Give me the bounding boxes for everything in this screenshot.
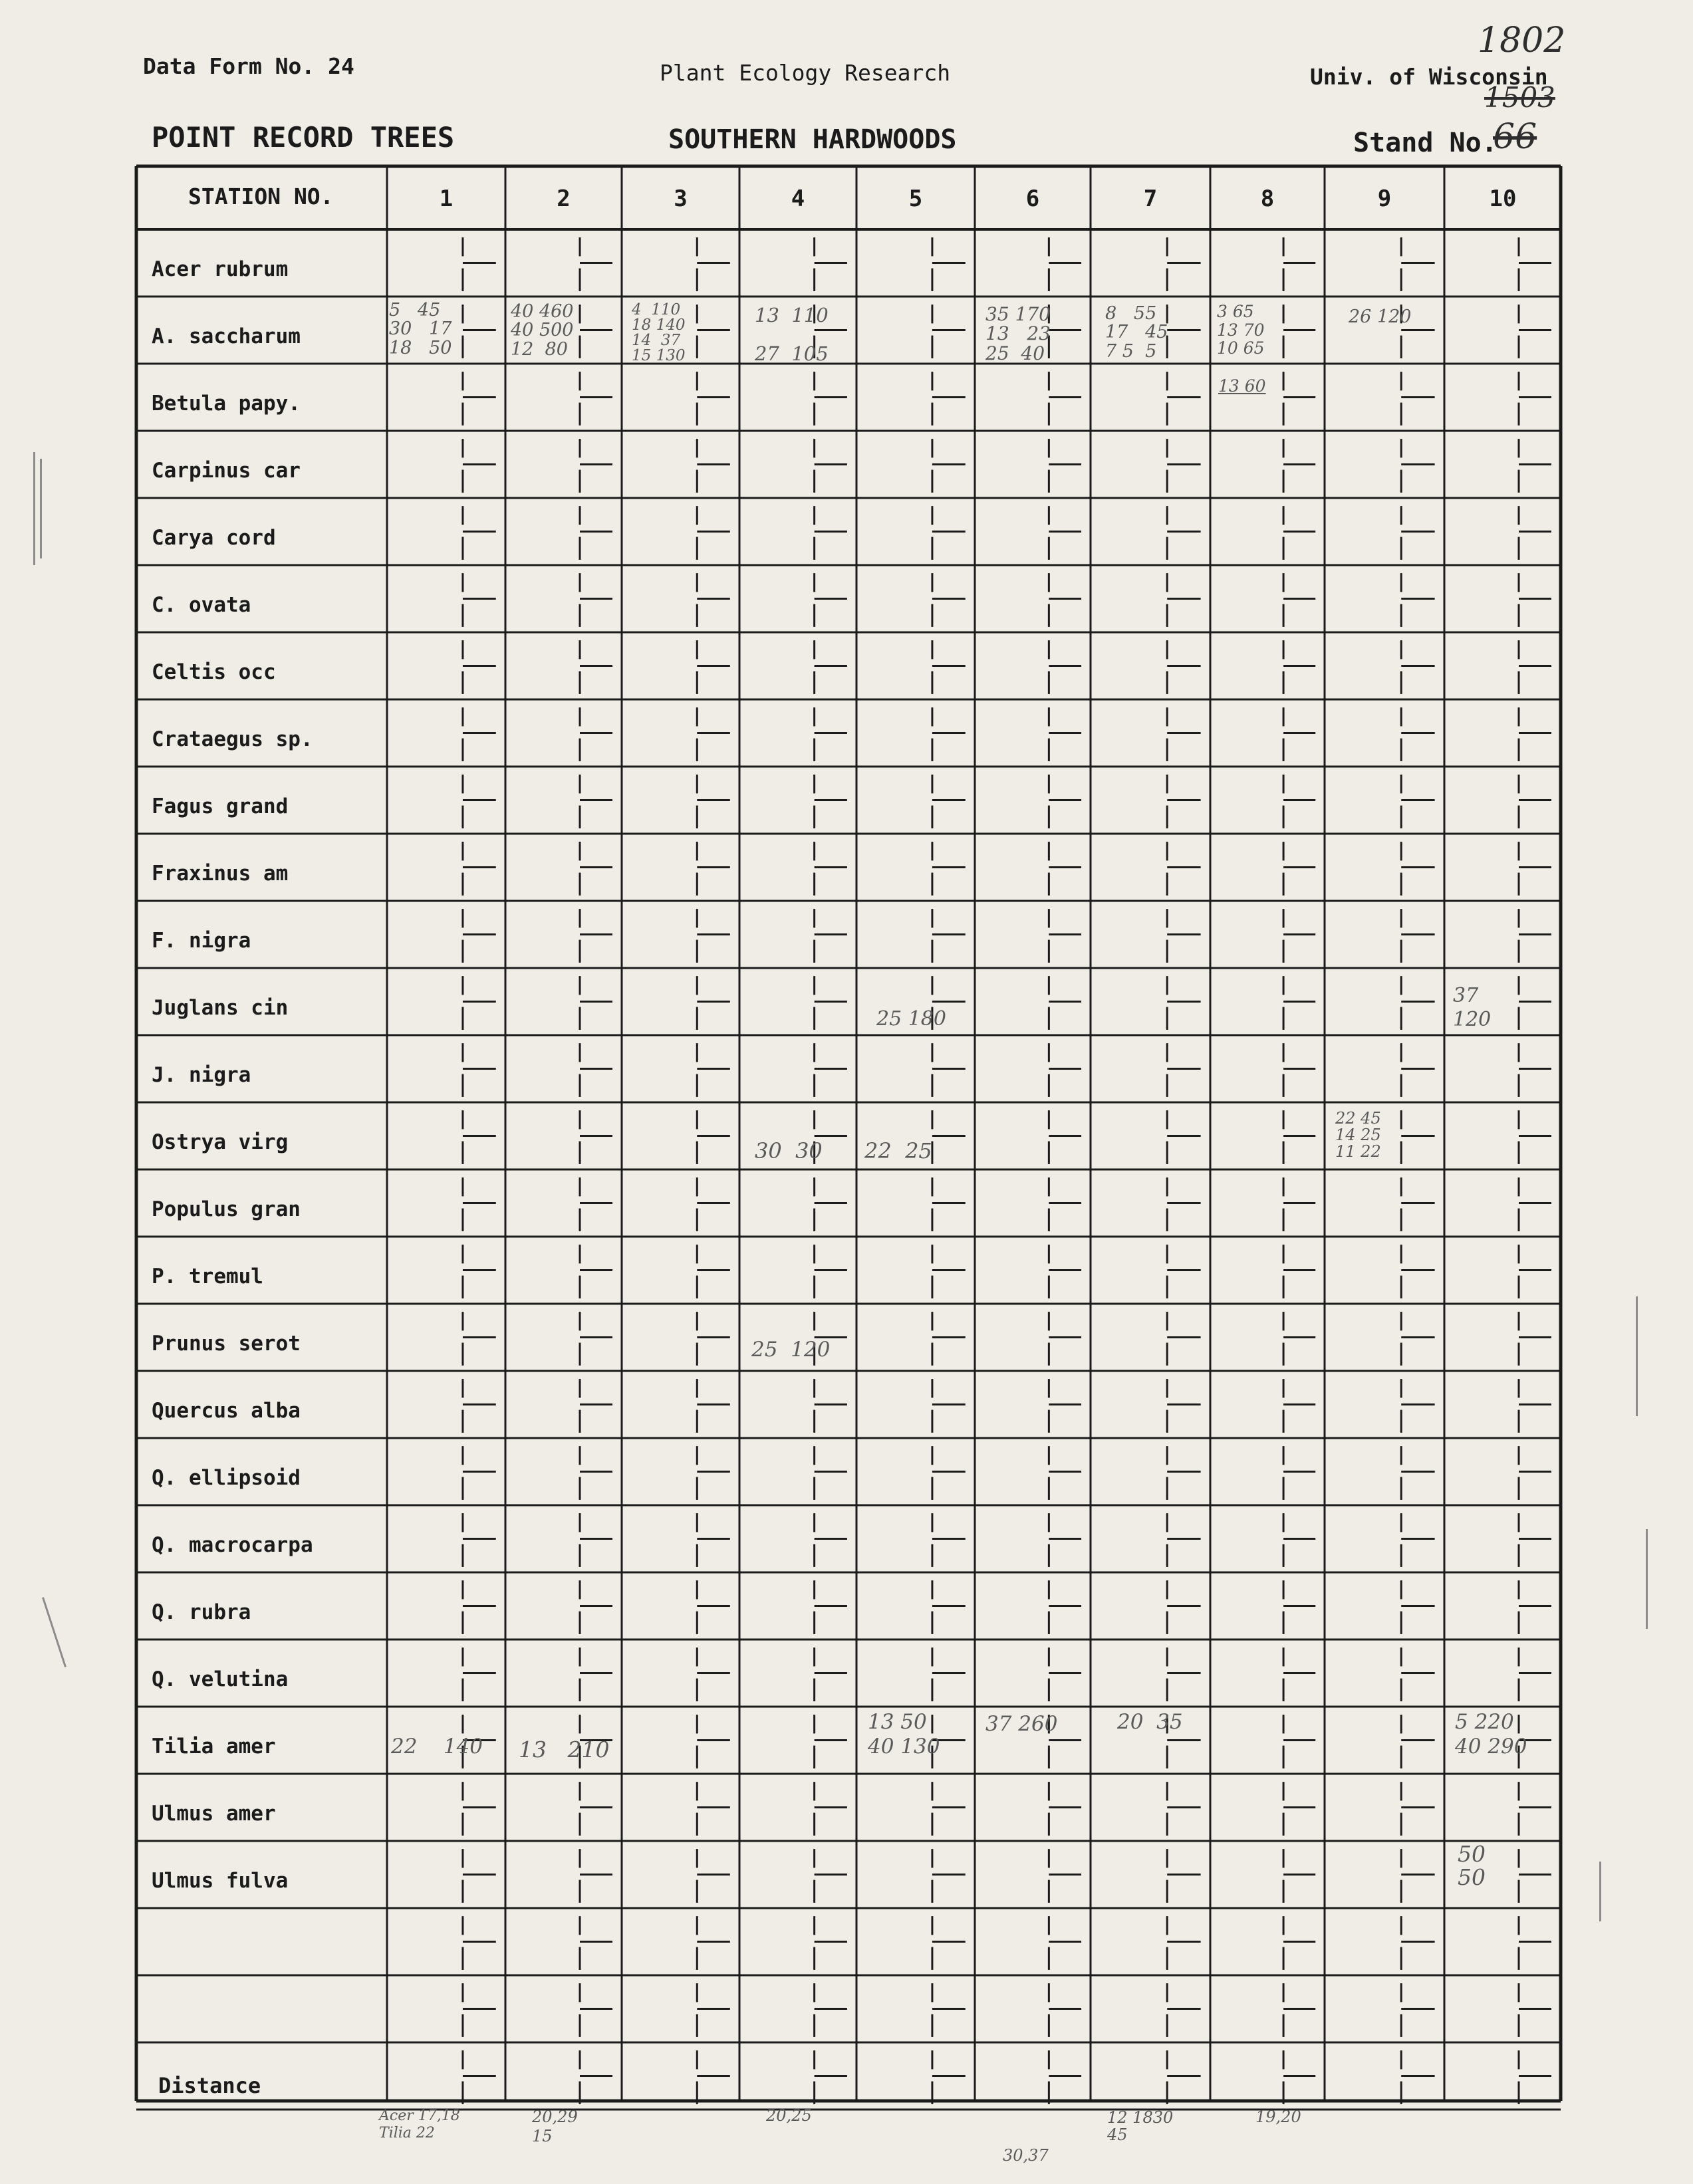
species-label: Q. rubra [152, 1600, 251, 1624]
entry-tilia-station-10: 5 220 40 290 [1455, 1710, 1527, 1759]
entry-tilia-station-1: 22 140 [391, 1735, 483, 1759]
entry-saccharum-station-6: 35 170 13 23 25 40 [985, 303, 1051, 364]
margin-mark [33, 452, 35, 565]
margin-mark [1646, 1529, 1648, 1629]
entry-saccharum-station-1: 5 45 30 17 18 50 [389, 300, 452, 358]
entry-juglans-station-5: 25 180 [876, 1007, 946, 1031]
entry-betula-station-8: 13 60 [1218, 376, 1266, 396]
species-label: Tilia amer [152, 1734, 276, 1759]
species-label: Betula papy. [152, 391, 301, 416]
species-label: P. tremul [152, 1264, 263, 1288]
species-label: F. nigra [152, 928, 251, 953]
station-number: 4 [791, 185, 805, 212]
distance-label: Distance [158, 2073, 261, 2098]
species-label: Carya cord [152, 525, 276, 550]
species-label: Ulmus amer [152, 1801, 276, 1826]
station-number: 7 [1143, 185, 1158, 212]
stand-label: Stand No. [1353, 128, 1498, 158]
species-label: Q. ellipsoid [152, 1465, 301, 1490]
distance-note-col-6: 30,37 [1003, 2146, 1049, 2165]
margin-mark [1599, 1862, 1601, 1921]
entry-prunus-station-4: 25 120 [751, 1338, 831, 1362]
species-label: Populus gran [152, 1197, 301, 1221]
entry-saccharum-station-4: 13 110 27 105 [755, 304, 829, 365]
species-label: Prunus serot [152, 1331, 301, 1356]
entry-ostrya-station-9: 22 45 14 25 11 22 [1335, 1109, 1381, 1161]
species-label: Carpinus car [152, 458, 301, 483]
entry-saccharum-station-2: 40 460 40 500 12 80 [511, 301, 574, 360]
margin-mark [1636, 1296, 1638, 1416]
species-label: Juglans cin [152, 995, 289, 1020]
station-number: 2 [557, 185, 571, 212]
station-number: 9 [1377, 185, 1392, 212]
entry-tilia-station-7: 20 35 [1117, 1710, 1183, 1734]
institution: Plant Ecology Research [660, 60, 951, 86]
entry-ostrya-station-5: 22 25 [864, 1138, 932, 1163]
species-label: Q. velutina [152, 1667, 289, 1691]
entry-saccharum-station-7: 8 55 17 45 7 5 5 [1105, 303, 1168, 362]
entry-ulmus-fulva-station-10: 50 50 [1458, 1841, 1486, 1890]
station-number: 10 [1489, 185, 1517, 212]
university: Univ. of Wisconsin [1310, 64, 1548, 90]
species-label: C. ovata [152, 592, 251, 617]
margin-mark [40, 459, 42, 558]
species-label: Q. macrocarpa [152, 1532, 313, 1557]
station-number: 8 [1260, 185, 1275, 212]
entry-saccharum-station-8: 3 65 13 70 10 65 [1217, 302, 1265, 358]
forest-type: SOUTHERN HARDWOODS [668, 124, 957, 155]
entry-tilia-station-5: 13 50 40 130 [868, 1710, 940, 1759]
species-label: Acer rubrum [152, 257, 289, 281]
distance-note-col-1: Acer 17,18 Tilia 22 [379, 2108, 460, 2142]
species-label: J. nigra [152, 1062, 251, 1087]
species-label: Ulmus fulva [152, 1868, 289, 1893]
form-number: Data Form No. 24 [143, 53, 354, 79]
species-label: Ostrya virg [152, 1130, 289, 1154]
handwritten-number: 1802 [1478, 21, 1566, 61]
entry-juglans-station-10: 37 120 [1453, 984, 1492, 1031]
station-number: 1 [439, 185, 454, 212]
station-number: 6 [1025, 185, 1040, 212]
station-header: STATION NO. [188, 183, 334, 209]
species-label: Fagus grand [152, 794, 289, 818]
distance-note-col-7: 12 1830 45 [1107, 2108, 1174, 2145]
species-label: Celtis occ [152, 660, 276, 684]
entry-tilia-station-6: 37 260 [985, 1712, 1058, 1736]
species-label: Crataegus sp. [152, 727, 313, 751]
entry-ostrya-station-4: 30 30 [755, 1138, 823, 1163]
stand-number: 66 [1493, 117, 1537, 157]
entry-saccharum-station-3: 4 110 18 140 14 37 15 130 [632, 301, 686, 364]
handwritten-number-struck: 1503 [1484, 81, 1555, 114]
entry-saccharum-station-9: 26 120 [1349, 306, 1412, 327]
station-number: 3 [674, 185, 688, 212]
species-label: Fraxinus am [152, 861, 289, 886]
record-type: POINT RECORD TREES [152, 121, 455, 154]
distance-note-col-2: 20,29 15 [532, 2108, 578, 2145]
distance-note-col-4: 20,25 [766, 2106, 812, 2125]
entry-tilia-station-2: 13 210 [519, 1737, 610, 1762]
distance-note-col-8: 19,20 [1255, 2108, 1301, 2126]
species-label: Quercus alba [152, 1398, 301, 1423]
species-label: A. saccharum [152, 324, 301, 348]
station-number: 5 [908, 185, 923, 212]
